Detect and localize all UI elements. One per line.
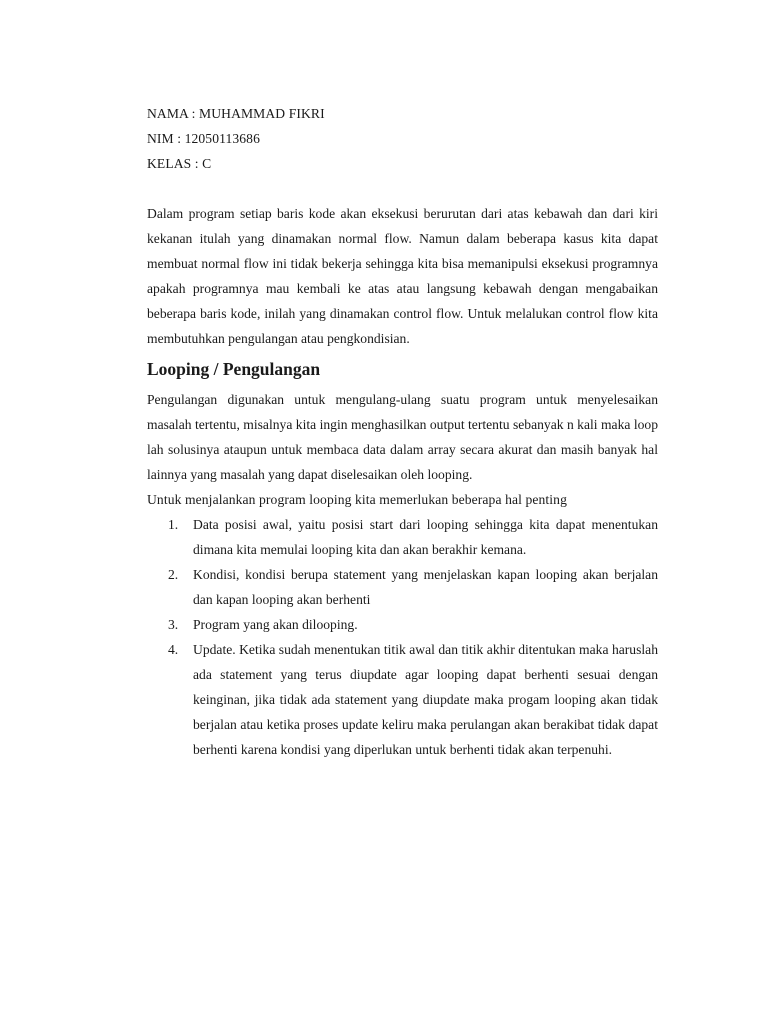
list-item-text: Program yang akan dilooping. [193,617,358,632]
list-item [147,637,658,762]
student-name: NAMA : MUHAMMAD FIKRI [147,106,325,121]
intro-paragraph: Dalam program setiap baris kode akan eksekusi berurutan dari atas kebawah dan dari kiri kekanan itulah yang dinamakan normal flow. Namun dalam beberapa kasus kita dapat membuat normal flow ini tidak bekerja sehingga kita bisa memanipulsi eksekusi programnya apakah programnya mau kembali ke atas atau langsung kebawah dengan mengabaikan beberapa baris kode, inilah yang dinamakan control flow. Untuk melalukan control flow kita membutuhkan pengulangan atau pengkondisian. [147,206,658,346]
list-item [147,612,658,637]
document-page [147,101,658,762]
list-item-number: 2. [168,567,179,582]
list-item-number: 3. [168,617,179,632]
list-item [147,562,658,612]
student-class: KELAS : C [147,156,212,171]
list-item-number: 1. [168,517,179,532]
requirements-list [147,512,658,762]
section-paragraph: Pengulangan digunakan untuk mengulang-ulang suatu program untuk menyelesaikan masalah tertentu, misalnya kita ingin menghasilkan output tertentu sebanyak n kali maka loop lah solusinya ataupun untuk membaca data dalam array secara akurat dan masih banyak hal lainnya yang masalah yang dapat diselesaikan oleh looping. [147,392,658,482]
list-item-text: Data posisi awal, yaitu posisi start dari looping sehingga kita dapat menentukan dimana kita memulai looping kita dan akan berakhir kemana. [193,517,658,557]
list-item-number: 4. [168,642,179,657]
section-heading: Looping / Pengulangan [147,359,321,379]
list-item [147,512,658,562]
section-lead: Untuk menjalankan program looping kita memerlukan beberapa hal penting [147,492,567,507]
student-nim: NIM : 12050113686 [147,131,260,146]
blank-line [147,176,658,201]
list-item-text: Update. Ketika sudah menentukan titik awal dan titik akhir ditentukan maka haruslah ada statement yang terus diupdate agar looping dapat berhenti sesuai dengan keinginan, jika tidak ada statement yang diupdate maka progam looping akan tidak berjalan atau ketika proses update keliru maka perulangan akan berakibat tidak dapat berhenti karena kondisi yang diperlukan untuk berhenti tidak akan terpenuhi. [193,642,658,757]
list-item-text: Kondisi, kondisi berupa statement yang menjelaskan kapan looping akan berjalan dan kapan looping akan berhenti [193,567,658,607]
